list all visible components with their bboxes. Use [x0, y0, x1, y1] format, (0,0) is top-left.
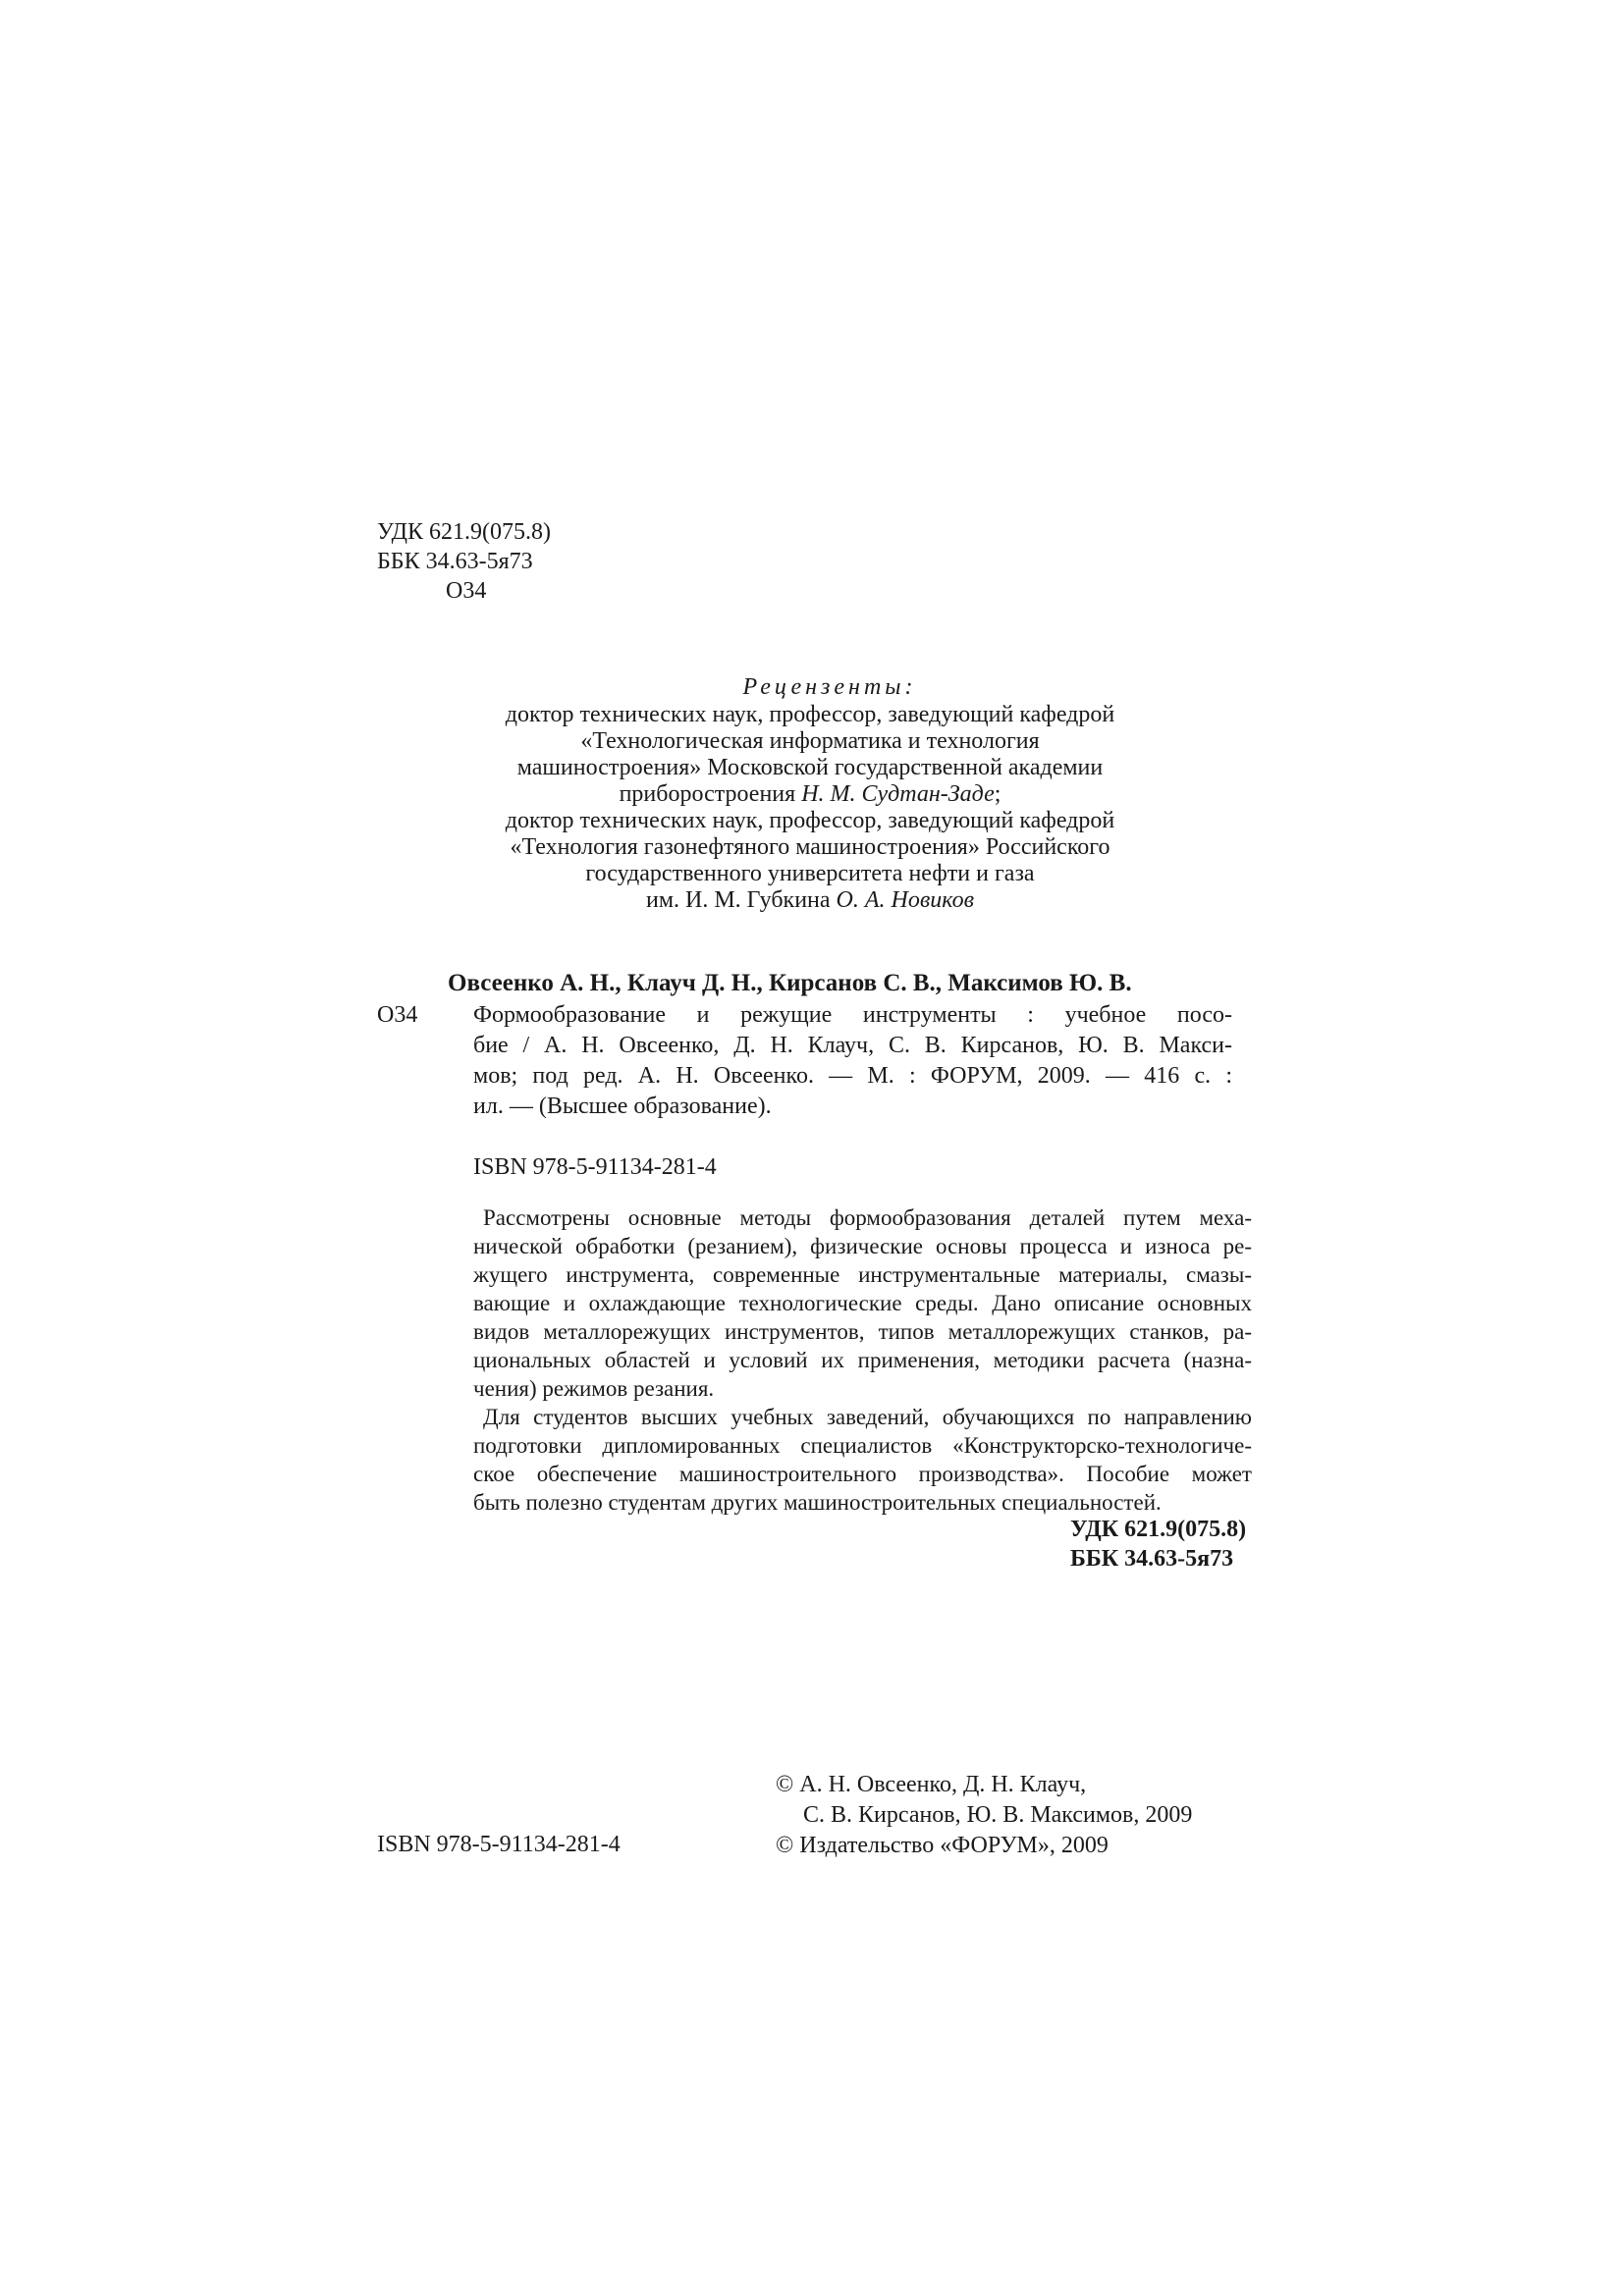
reviewer-line: машиностроения» Московской государственной академии — [516, 755, 1104, 780]
reviewer-line — [412, 781, 1208, 808]
bbk-code: ББК 34.63-5я73 — [377, 549, 533, 574]
biblio-row — [377, 1061, 1261, 1092]
copyright-line: С. В. Кирсанов, Ю. В. Максимов, 2009 — [803, 1802, 1193, 1828]
biblio-line: бие / А. Н. Овсеенко, Д. Н. Клауч, С. В. Кирсанов, Ю. В. Макси- — [473, 1033, 1232, 1058]
annotation-line: чения) режимов резания. — [473, 1376, 715, 1401]
udk-code: УДК 621.9(075.8) — [377, 519, 551, 545]
annotation-line: подготовки дипломированных специалистов «Конструкторско-технологиче- — [473, 1433, 1252, 1458]
biblio-line: мов; под ред. А. Н. Овсеенко. — М. : ФОРУМ, 2009. — 416 с. : — [473, 1063, 1232, 1089]
udk-code-bold: УДК 621.9(075.8) — [1070, 1517, 1247, 1542]
bbk-code-bold: ББК 34.63-5я73 — [1070, 1546, 1234, 1572]
reviewer-name: О. А. Новиков — [836, 887, 975, 913]
reviewer-line: доктор технических наук, профессор, заведующий кафедрой — [505, 702, 1115, 727]
biblio-line: ил. — (Высшее образование). — [473, 1094, 772, 1119]
annotation-line: Рассмотрены основные методы формообразования деталей путем меха- — [483, 1205, 1252, 1230]
copyright-line: © Издательство «ФОРУМ», 2009 — [776, 1833, 1109, 1858]
authors-heading: Овсеенко А. Н., Клауч Д. Н., Кирсанов С. В., Максимов Ю. В. — [448, 970, 1132, 996]
annotation-line: ское обеспечение машиностроительного производства». Пособие может — [473, 1462, 1252, 1486]
reviewer-line: государственного университета нефти и газа — [585, 861, 1035, 886]
reviewer-line: «Технология газонефтяного машиностроения» Российского — [510, 834, 1110, 860]
biblio-row — [377, 1031, 1261, 1061]
annotation-line: Для студентов высших учебных заведений, обучающихся по направлению — [483, 1405, 1252, 1429]
copyright-line: © А. Н. Овсеенко, Д. Н. Клауч, — [776, 1772, 1087, 1797]
reviewer-line-text: приборостроения — [619, 781, 802, 807]
reviewer-line-tail: ; — [994, 781, 1001, 807]
reviewers-block — [412, 672, 1208, 914]
author-sign-code: О34 — [446, 578, 487, 604]
biblio-code: О34 — [377, 1002, 418, 1028]
biblio-row — [377, 1000, 1261, 1031]
biblio-line: Формообразование и режущие инструменты : учебное посо- — [473, 1002, 1232, 1028]
bibliographic-entry — [377, 967, 1261, 1122]
reviewer-line: «Технологическая информатика и технология — [580, 728, 1040, 754]
copyright-block — [776, 1770, 1286, 1861]
isbn-entry: ISBN 978-5-91134-281-4 — [473, 1154, 717, 1180]
annotation-line: жущего инструмента, современные инструментальные материалы, смазы- — [473, 1262, 1252, 1287]
annotation-line: нической обработки (резанием), физические основы процесса и износа ре- — [473, 1234, 1252, 1258]
annotation-line: вающие и охлаждающие технологические среды. Дано описание основных — [473, 1291, 1252, 1315]
annotation-line: циональных областей и условий их применения, методики расчета (назна- — [473, 1348, 1252, 1372]
reviewer-line — [412, 887, 1208, 914]
classification-block — [377, 517, 770, 606]
biblio-row — [377, 1092, 1261, 1122]
reviewer-name: Н. М. Судтан-Заде — [801, 781, 995, 807]
reviewer-line: доктор технических наук, профессор, заведующий кафедрой — [505, 808, 1115, 833]
reviewers-heading: Рецензенты: — [742, 674, 917, 700]
annotation-line: быть полезно студентам других машиностроительных специальностей. — [473, 1490, 1162, 1515]
classification-codes-bold — [1070, 1515, 1246, 1574]
isbn-bottom: ISBN 978-5-91134-281-4 — [377, 1832, 621, 1857]
reviewer-line-text: им. И. М. Губкина — [645, 887, 837, 913]
annotation-line: видов металлорежущих инструментов, типов металлорежущих станков, ра- — [473, 1319, 1252, 1344]
annotation-block — [473, 1203, 1252, 1517]
